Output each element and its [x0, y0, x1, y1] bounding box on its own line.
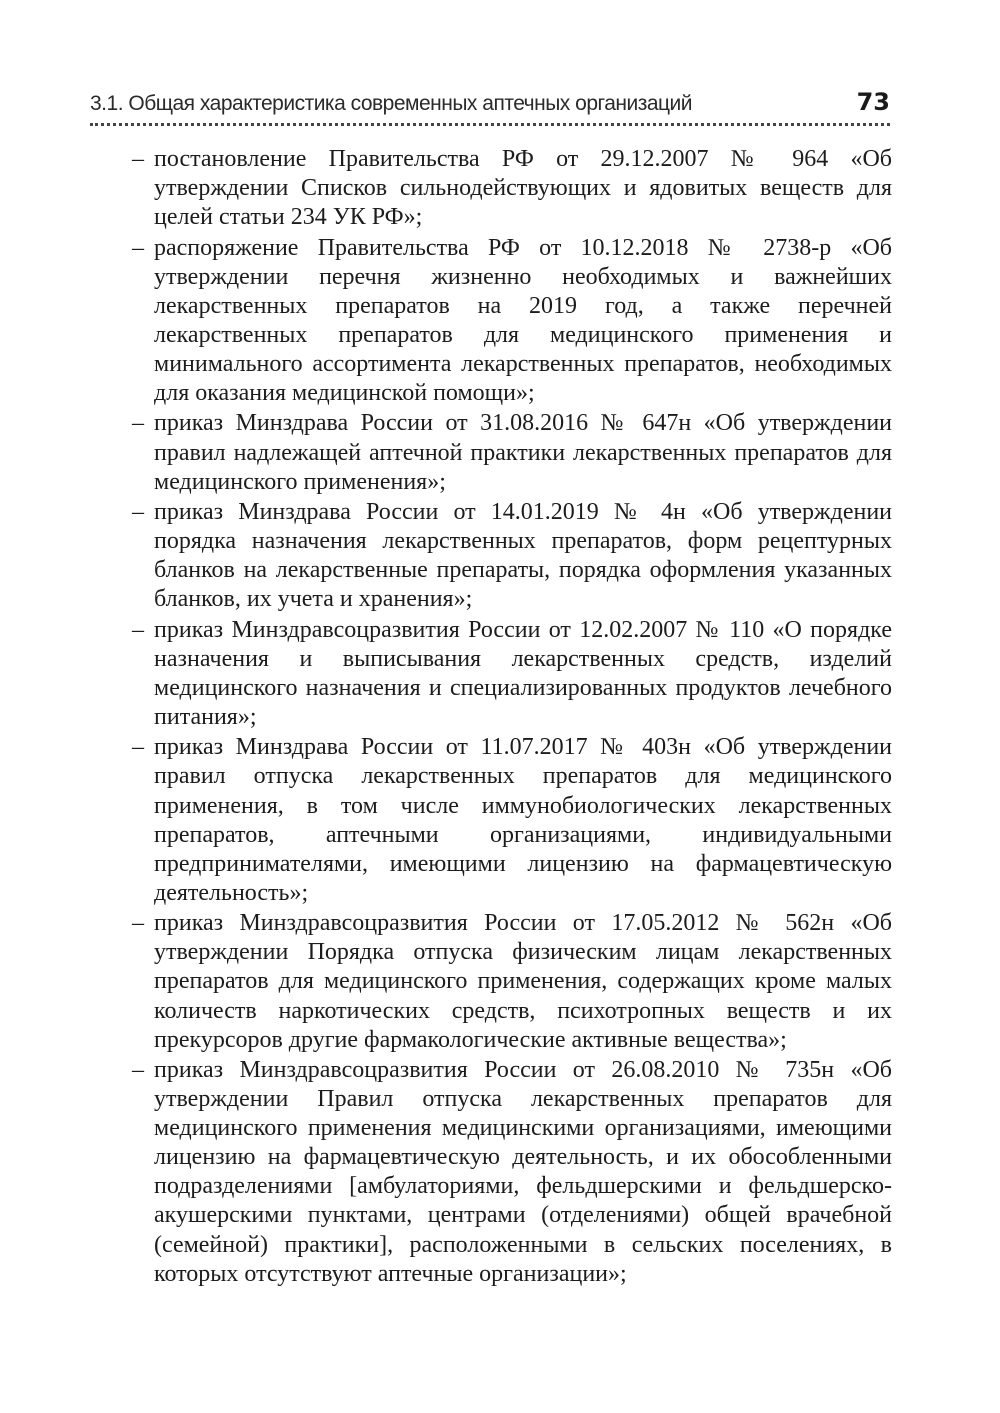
dash-marker: – [132, 910, 144, 937]
regulation-list [132, 145, 892, 1290]
list-item [132, 616, 892, 732]
header-dotted-rule [90, 123, 890, 126]
running-header-title: 3.1. Общая характеристика современных аптечных организаций [90, 92, 693, 115]
list-item [132, 1056, 892, 1289]
dash-marker: – [132, 410, 144, 437]
list-item [132, 234, 892, 409]
list-item-text: распоряжение Правительства РФ от 10.12.2018 № 2738-р «Об утверждении перечня жизненно необходимых и важнейших лекарственных препаратов на 2019 год, а также перечней лекарственных препаратов для медицинского применения и минимального ассортимента лекарственных препаратов, необходимых для оказания медицинской помощи»; [154, 234, 892, 407]
list-item [132, 909, 892, 1054]
list-item [132, 733, 892, 908]
running-header [90, 88, 890, 132]
dash-marker: – [132, 146, 144, 172]
page-number: 73 [856, 88, 890, 116]
list-item [132, 498, 892, 614]
list-item-text: приказ Минздрава России от 31.08.2016 № 647н «Об утверждении правил надлежащей аптечной практики лекарственных препаратов для медицинского применения»; [154, 410, 892, 495]
list-item-text: постановление Правительства РФ от 29.12.2007 № 964 «Об утверждении Списков сильнодействующих и ядовитых веществ для целей статьи 234 УК РФ»; [154, 146, 892, 231]
list-item-text: приказ Минздрава России от 11.07.2017 № 403н «Об утверждении правил отпуска лекарственных препаратов для медицинского применения, в том числе иммунобиологических лекарственных препаратов, аптечными организациями, индивидуальными предпринимателями, имеющими лицензию на фармацевтическую деятельность»; [154, 734, 892, 906]
list-item-text: приказ Минздрава России от 14.01.2019 № 4н «Об утверждении порядка назначения лекарственных препаратов, форм рецептурных бланков на лекарственные препараты, порядка оформления указанных бланков, их учета и хранения»; [154, 499, 892, 613]
dash-marker: – [132, 734, 144, 761]
list-item [132, 409, 892, 496]
list-item-text: приказ Минздравсоцразвития России от 26.08.2010 № 735н «Об утверждении Правил отпуска лекарственных препаратов для медицинского применения медицинскими организациями, имеющими лицензию на фармацевтическую деятельность, и их обособленными подразделениями [амбулаториями, фельдшерскими и фельдшерско-акушерскими пунктами, центрами (отделениями) общей врачебной (семейной) практики], расположенными в сельских поселениях, в которых отсутствуют аптечные организации»; [154, 1056, 892, 1287]
dash-marker: – [132, 616, 144, 643]
dash-marker: – [132, 234, 144, 261]
list-item-text: приказ Минздравсоцразвития России от 12.02.2007 № 110 «О порядке назначения и выписывания лекарственных средств, изделий медицинского назначения и специализированных продуктов лечебного питания»; [154, 616, 892, 730]
list-item [132, 145, 892, 232]
dash-marker: – [132, 1056, 144, 1083]
dash-marker: – [132, 499, 144, 526]
list-item-text: приказ Минздравсоцразвития России от 17.05.2012 № 562н «Об утверждении Порядка отпуска физическим лицам лекарственных препаратов для медицинского применения, содержащих кроме малых количеств наркотических средств, психотропных веществ и их прекурсоров другие фармакологические активные вещества»; [154, 910, 892, 1053]
